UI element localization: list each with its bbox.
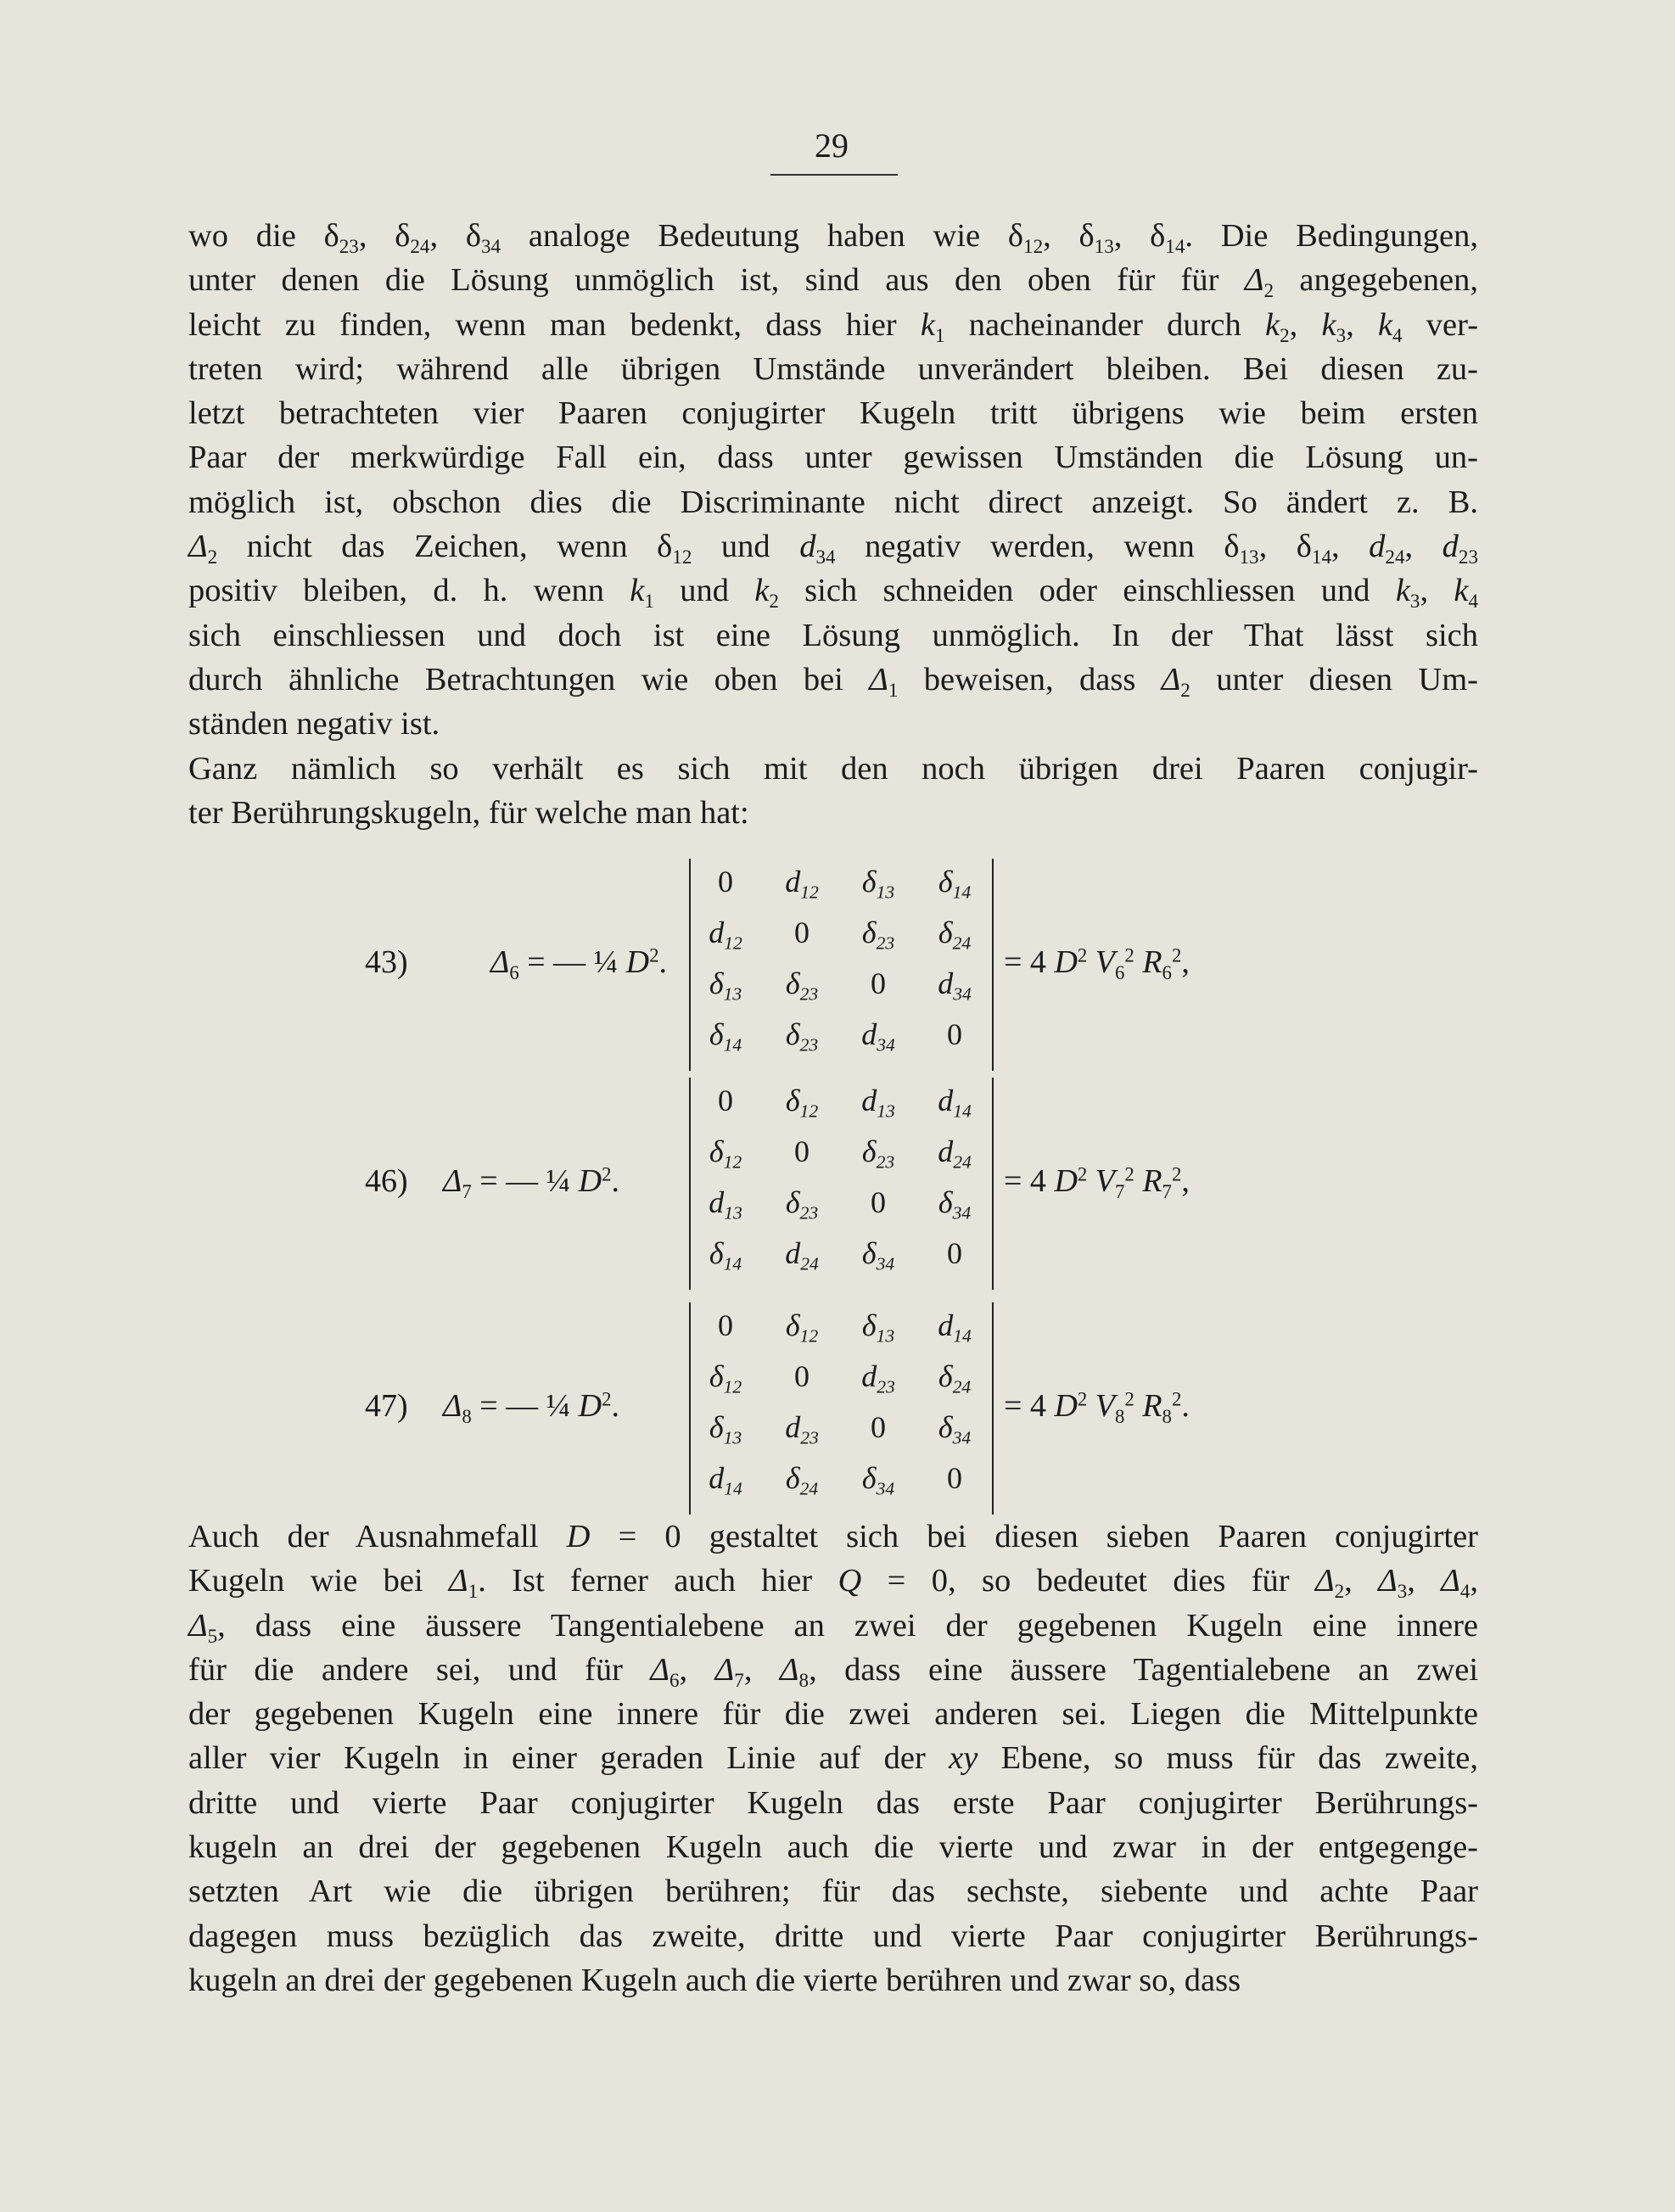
text-line: Ganz nämlich so verhält es sich mit den noch übrigen drei Paaren conjugir- [188, 751, 1478, 787]
text-line: aller vier Kugeln in einer geraden Linie auf der xy Ebene, so muss für das zweite, [188, 1740, 1478, 1777]
equation-lhs: $\Delta_7$ = — ¼ $D^2$. [443, 1163, 620, 1202]
matrix-entry: 0 [871, 1410, 886, 1444]
text-line: $\Delta_5$, dass eine äussere Tangentialebene an zwei der gegebenen Kugeln eine innere [188, 1607, 1478, 1647]
matrix-entry: $\delta_{24}$ [938, 1359, 972, 1397]
matrix-entry: 0 [794, 1134, 809, 1168]
matrix-entry: $\delta_{23}$ [861, 1134, 895, 1173]
matrix-entry: $d_{24}$ [938, 1134, 972, 1173]
matrix-entry: $\delta_{13}$ [861, 865, 895, 903]
matrix-entry: $\delta_{24}$ [785, 1461, 819, 1499]
text-line: positiv bleiben, d. h. wenn $k_1$ und $k_2$ sich schneiden oder einschliessen und $k_3$, $k_4$ [188, 573, 1478, 613]
matrix-entry: 0 [794, 916, 809, 949]
matrix-entry: $\delta_{14}$ [938, 865, 972, 903]
text-line: Kugeln wie bei $\Delta_1$. Ist ferner auch hier Q = 0, so bedeutet dies für $\Delta_2$, $\Delta_3$, $\Delta_4$, [188, 1563, 1479, 1603]
text-line: kugeln an drei der gegebenen Kugeln auch die vierte berühren und zwar so, dass [188, 1962, 1241, 1998]
paragraph-2 [188, 747, 1478, 836]
matrix-entry: $\delta_{13}$ [709, 1410, 742, 1448]
equation-lhs: $\Delta_8$ = — ¼ $D^2$. [443, 1388, 620, 1427]
matrix-entry: $d_{14}$ [938, 1084, 972, 1122]
matrix-entry: 0 [718, 865, 733, 899]
matrix-entry: $d_{13}$ [861, 1084, 895, 1122]
text-line: treten wird; während alle übrigen Umstände unverändert bleiben. Bei diesen zu- [188, 350, 1478, 387]
matrix-entry: $d_{12}$ [709, 916, 742, 954]
matrix-entry: $d_{23}$ [861, 1359, 895, 1397]
equation-rhs: = 4 $D^2$ $V_8^2$ $R_8^2$. [1004, 1388, 1190, 1427]
matrix-entry: $d_{34}$ [861, 1017, 895, 1056]
matrix-entry: $\delta_{23}$ [861, 916, 895, 954]
matrix-entry: $\delta_{34}$ [938, 1410, 972, 1448]
text-line: sich einschliessen und doch ist eine Lösung unmöglich. In der That lässt sich [188, 617, 1478, 653]
paragraph-3 [188, 1515, 1478, 2002]
text-line: letzt betrachteten vier Paaren conjugirter Kugeln tritt übrigens wie beim ersten [188, 395, 1478, 432]
matrix-entry: $\delta_{13}$ [861, 1308, 895, 1347]
matrix-entry: $d_{13}$ [709, 1185, 742, 1224]
matrix-entry: 0 [718, 1308, 733, 1342]
matrix-entry: $\delta_{23}$ [785, 1185, 819, 1224]
paragraph-1 [188, 214, 1478, 747]
matrix-entry: $\delta_{12}$ [709, 1359, 742, 1397]
matrix-entry: $\delta_{23}$ [785, 1017, 819, 1056]
text-line: kugeln an drei der gegebenen Kugeln auch die vierte und zwar in der entgegenge- [188, 1829, 1478, 1866]
text-line: $\Delta_2$ nicht das Zeichen, wenn $\delta_{12}$ und $d_{34}$ negativ werden, wenn $\delta_{13}$, $\delta_{14}$, $d_{24}$, $d_{23}$ [188, 529, 1479, 568]
matrix-entry: 0 [871, 966, 886, 1000]
equation-lhs: $\Delta_6$ = — ¼ $D^2$. [490, 944, 668, 983]
matrix-entry: $\delta_{14}$ [709, 1017, 742, 1056]
matrix-entry: 0 [871, 1185, 886, 1219]
text-line: der gegebenen Kugeln eine innere für die zwei anderen sei. Liegen die Mittelpunkte [188, 1696, 1478, 1733]
equation-label: 43) [365, 944, 408, 980]
text-line: leicht zu finden, wenn man bedenkt, dass hier $k_1$ nacheinander durch $k_2$, $k_3$, $k_4$ ver- [188, 306, 1479, 346]
matrix-entry: $\delta_{34}$ [938, 1185, 972, 1224]
matrix-entry: $\delta_{14}$ [709, 1236, 742, 1274]
matrix-entry: $d_{24}$ [785, 1236, 819, 1274]
matrix-entry: $\delta_{23}$ [785, 966, 819, 1005]
matrix-entry: 0 [947, 1236, 962, 1270]
matrix-entry: $\delta_{34}$ [861, 1236, 895, 1274]
matrix-entry: $\delta_{13}$ [709, 966, 742, 1005]
equation-rhs: = 4 $D^2$ $V_6^2$ $R_6^2$, [1004, 944, 1190, 983]
text-line: Auch der Ausnahmefall D = 0 gestaltet sich bei diesen sieben Paaren conjugirter [188, 1519, 1478, 1554]
text-line: dritte und vierte Paar conjugirter Kugeln das erste Paar conjugirter Berührungs- [188, 1784, 1478, 1821]
matrix-entry: $\delta_{12}$ [785, 1308, 819, 1347]
text-line: durch ähnliche Betrachtungen wie oben bei $\Delta_1$ beweisen, dass $\Delta_2$ unter diesen Um- [188, 661, 1478, 702]
matrix-entry: 0 [718, 1084, 733, 1117]
matrix-entry: 0 [794, 1359, 809, 1393]
matrix-entry: 0 [947, 1461, 962, 1495]
matrix-entry: $\delta_{24}$ [938, 916, 972, 954]
matrix-entry: $\delta_{12}$ [785, 1084, 819, 1122]
matrix-entry: $d_{14}$ [938, 1308, 972, 1347]
text-line: für die andere sei, und für $\Delta_6$, $\Delta_7$, $\Delta_8$, dass eine äussere Tagentialebene an zwei [188, 1651, 1479, 1691]
text-line: Paar der merkwürdige Fall ein, dass unter gewissen Umständen die Lösung un- [188, 440, 1478, 476]
matrix-entry: $d_{14}$ [709, 1461, 742, 1499]
matrix-entry: $d_{23}$ [785, 1410, 819, 1448]
text-line: setzten Art wie die übrigen berühren; für das sechste, siebente und achte Paar [188, 1873, 1478, 1910]
text-line: ter Berührungskugeln, für welche man hat: [188, 795, 749, 832]
page-number: 29 [815, 126, 849, 165]
matrix-entry: $d_{34}$ [938, 966, 972, 1005]
text-line: ständen negativ ist. [188, 706, 440, 742]
equation-label: 47) [365, 1388, 408, 1424]
equation-label: 46) [365, 1163, 408, 1199]
matrix-entry: $d_{12}$ [785, 865, 819, 903]
text-line: möglich ist, obschon dies die Discriminante nicht direct anzeigt. So ändert z. B. [188, 484, 1478, 520]
matrix-entry: $\delta_{12}$ [709, 1134, 742, 1173]
page-number-rule [770, 174, 898, 176]
matrix-entry: $\delta_{34}$ [861, 1461, 895, 1499]
matrix-entry: 0 [947, 1017, 962, 1051]
equation-rhs: = 4 $D^2$ $V_7^2$ $R_7^2$, [1004, 1163, 1190, 1202]
text-line: unter denen die Lösung unmöglich ist, sind aus den oben für für $\Delta_2$ angegebenen, [188, 262, 1478, 302]
text-line: wo die $\delta_{23}$, $\delta_{24}$, $\delta_{34}$ analoge Bedeutung haben wie $\delta_{12}$, $\delta_{13}$, $\delta_{14}$. Die Bedingungen, [188, 218, 1479, 258]
text-line: dagegen muss bezüglich das zweite, dritte und vierte Paar conjugirter Berührungs- [188, 1918, 1478, 1954]
